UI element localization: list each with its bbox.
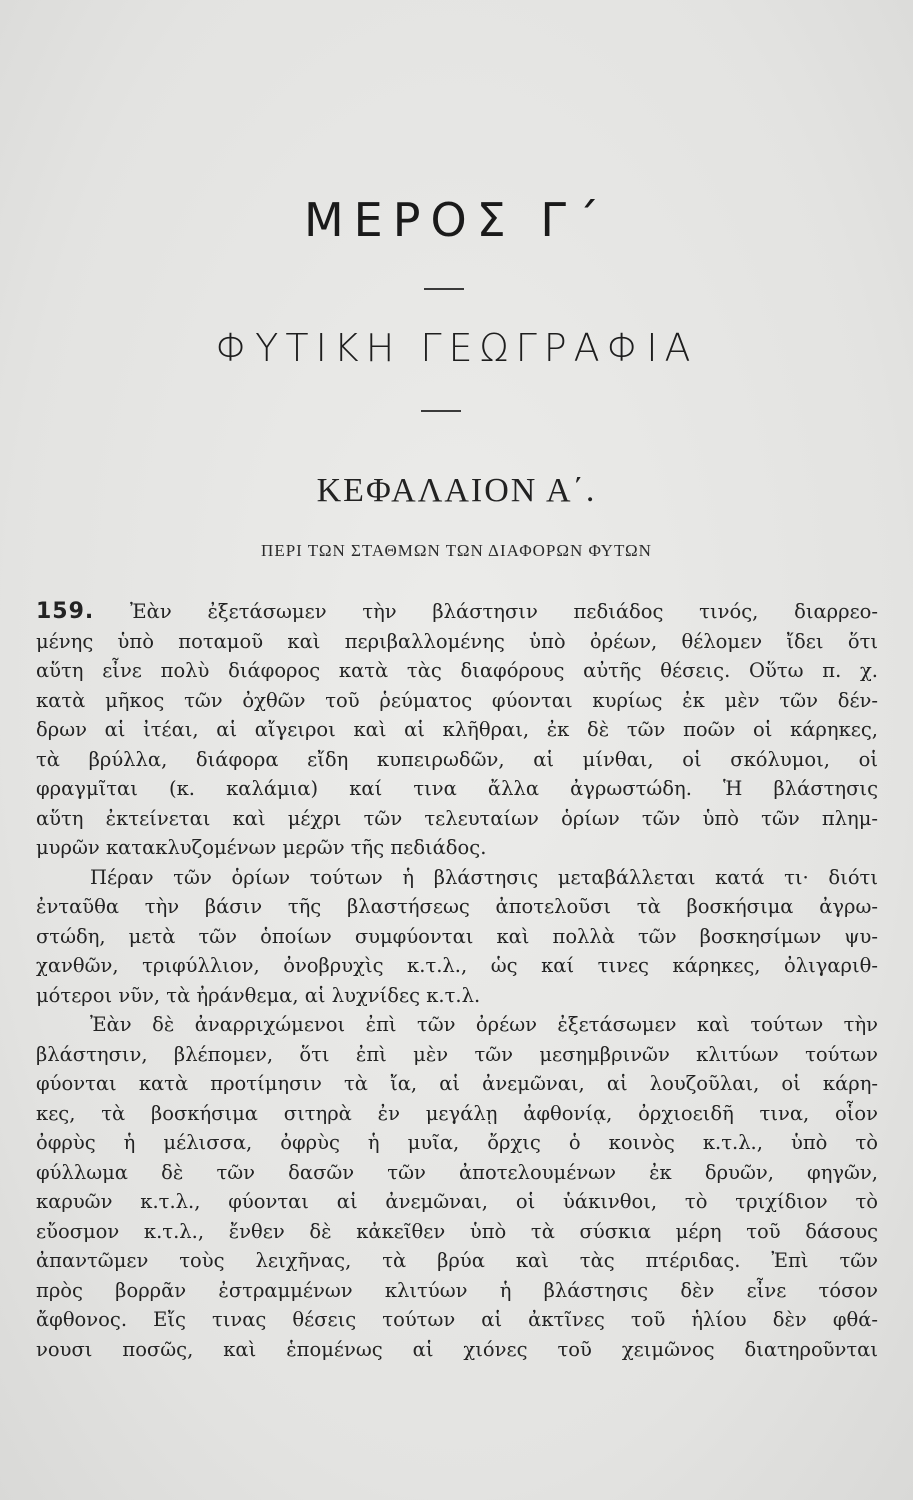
text-line: δρων αἱ ἰτέαι, αἱ αἴγειροι καὶ αἱ κλῆθραι, ἐκ δὲ τῶν ποῶν οἱ κάρηκες, <box>36 718 878 741</box>
paragraph-number: 159. <box>36 599 95 624</box>
text-line: μυρῶν κατακλυζομένων μερῶν τῆς πεδιάδος. <box>36 836 487 859</box>
text-line: μότεροι νῦν, τὰ ἠράνθεμα, αἱ λυχνίδες κ.τ.λ. <box>36 983 481 1007</box>
divider-rule <box>421 410 461 412</box>
text-line: εὔοσμον κ.τ.λ., ἔνθεν δὲ κἀκεῖθεν ὑπὸ τὰ σύσκια μέρη τοῦ δάσους <box>36 1219 878 1243</box>
chapter-title: ΚΕΦΑΛΑΙΟΝ Α΄. <box>316 472 597 509</box>
text-line: χανθῶν, τριφύλλιον, ὀνοβρυχὶς κ.τ.λ., ὡς καί τινες κάρηκες, ὀλιγαριθ- <box>36 954 878 977</box>
chapter-subtitle: ΠΕΡΙ ΤΩΝ ΣΤΑΘΜΩΝ ΤΩΝ ΔΙΑΦΟΡΩΝ ΦΥΤΩΝ <box>261 541 652 560</box>
text-line: κατὰ μῆκος τῶν ὀχθῶν τοῦ ῥεύματος φύονται κυρίως ἐκ μὲν τῶν δέν- <box>36 688 878 712</box>
section-title: ΦΥΤΙΚΗ ΓΕΩΓΡΑΦΙΑ <box>215 326 698 370</box>
text-line: καρυῶν κ.τ.λ., φύονται αἱ ἀνεμῶναι, οἱ ὑάκινθοι, τὸ τριχίδιον τὸ <box>36 1190 878 1213</box>
text-line: στώδη, μετὰ τῶν ὁποίων συμφύονται καὶ πολλὰ τῶν βοσκησίμων ψυ- <box>36 924 878 948</box>
part-title: ΜΕΡΟΣ Γ΄ <box>303 193 609 247</box>
text-line: Πέραν τῶν ὁρίων τούτων ἡ βλάστησις μεταβάλλεται κατά τι· διότι <box>90 865 878 889</box>
text-line: νουσι ποσῶς, καὶ ἑπομένως αἱ χιόνες τοῦ χειμῶνος διατηροῦνται <box>36 1337 878 1361</box>
text-line: ἐνταῦθα τὴν βάσιν τῆς βλαστήσεως ἀποτελοῦσι τὰ βοσκήσιμα ἀγρω- <box>36 895 878 918</box>
text-line: ὀφρὺς ἡ μέλισσα, ὀφρὺς ἡ μυῖα, ὄρχις ὁ κοινὸς κ.τ.λ., ὑπὸ τὸ <box>36 1131 878 1154</box>
text-line: βλάστησιν, βλέπομεν, ὅτι ἐπὶ μὲν τῶν μεσημβρινῶν κλιτύων τούτων <box>36 1042 878 1066</box>
text-line: πρὸς βορρᾶν ἐστραμμένων κλιτύων ἡ βλάστησις δὲν εἶνε τόσον <box>36 1278 878 1302</box>
text-line: ἄφθονος. Εἴς τινας θέσεις τούτων αἱ ἀκτῖνες τοῦ ἡλίου δὲν φθά- <box>36 1308 878 1331</box>
text-line: φραγμῖται (κ. καλάμια) καί τινα ἄλλα ἀγρωστώδη. Ἡ βλάστησις <box>36 777 878 800</box>
text-line: Ἐὰν δὲ ἀναρριχώμενοι ἐπὶ τῶν ὀρέων ἐξετάσωμεν καὶ τούτων τὴν <box>90 1013 878 1036</box>
text-line: κες, τὰ βοσκήσιμα σιτηρὰ ἐν μεγάλῃ ἀφθονίᾳ, ὀρχιοειδῆ τινα, οἷον <box>36 1101 878 1125</box>
text-line: μένης ὑπὸ ποταμοῦ καὶ περιβαλλομένης ὑπὸ ὀρέων, θέλομεν ἴδει ὅτι <box>36 629 878 653</box>
text-line: ἀπαντῶμεν τοὺς λειχῆνας, τὰ βρύα καὶ τὰς πτέριδας. Ἐπὶ τῶν <box>36 1249 878 1272</box>
text-line: φύλλωμα δὲ τῶν δασῶν τῶν ἀποτελουμένων ἐκ δρυῶν, φηγῶν, <box>36 1160 878 1184</box>
divider-rule <box>424 288 464 290</box>
text-line: τὰ βρύλλα, διάφορα εἴδη κυπειρωδῶν, αἱ μίνθαι, οἱ σκόλυμοι, οἱ <box>36 747 878 771</box>
body-text <box>36 597 878 1364</box>
text-line: φύονται κατὰ προτίμησιν τὰ ἴα, αἱ ἀνεμῶναι, αἱ λουζοῦλαι, οἱ κάρη- <box>36 1072 878 1095</box>
text-line: 159. Ἐὰν ἐξετάσωμεν τὴν βλάστησιν πεδιάδος τινός, διαρρεο- <box>36 599 878 624</box>
text-line: αὕτη εἶνε πολὺ διάφορος κατὰ τὰς διαφόρους αὐτῆς θέσεις. Οὕτω π. χ. <box>36 659 878 682</box>
text-line: αὕτη ἐκτείνεται καὶ μέχρι τῶν τελευταίων ὁρίων τῶν ὑπὸ τῶν πλημ- <box>36 806 878 830</box>
